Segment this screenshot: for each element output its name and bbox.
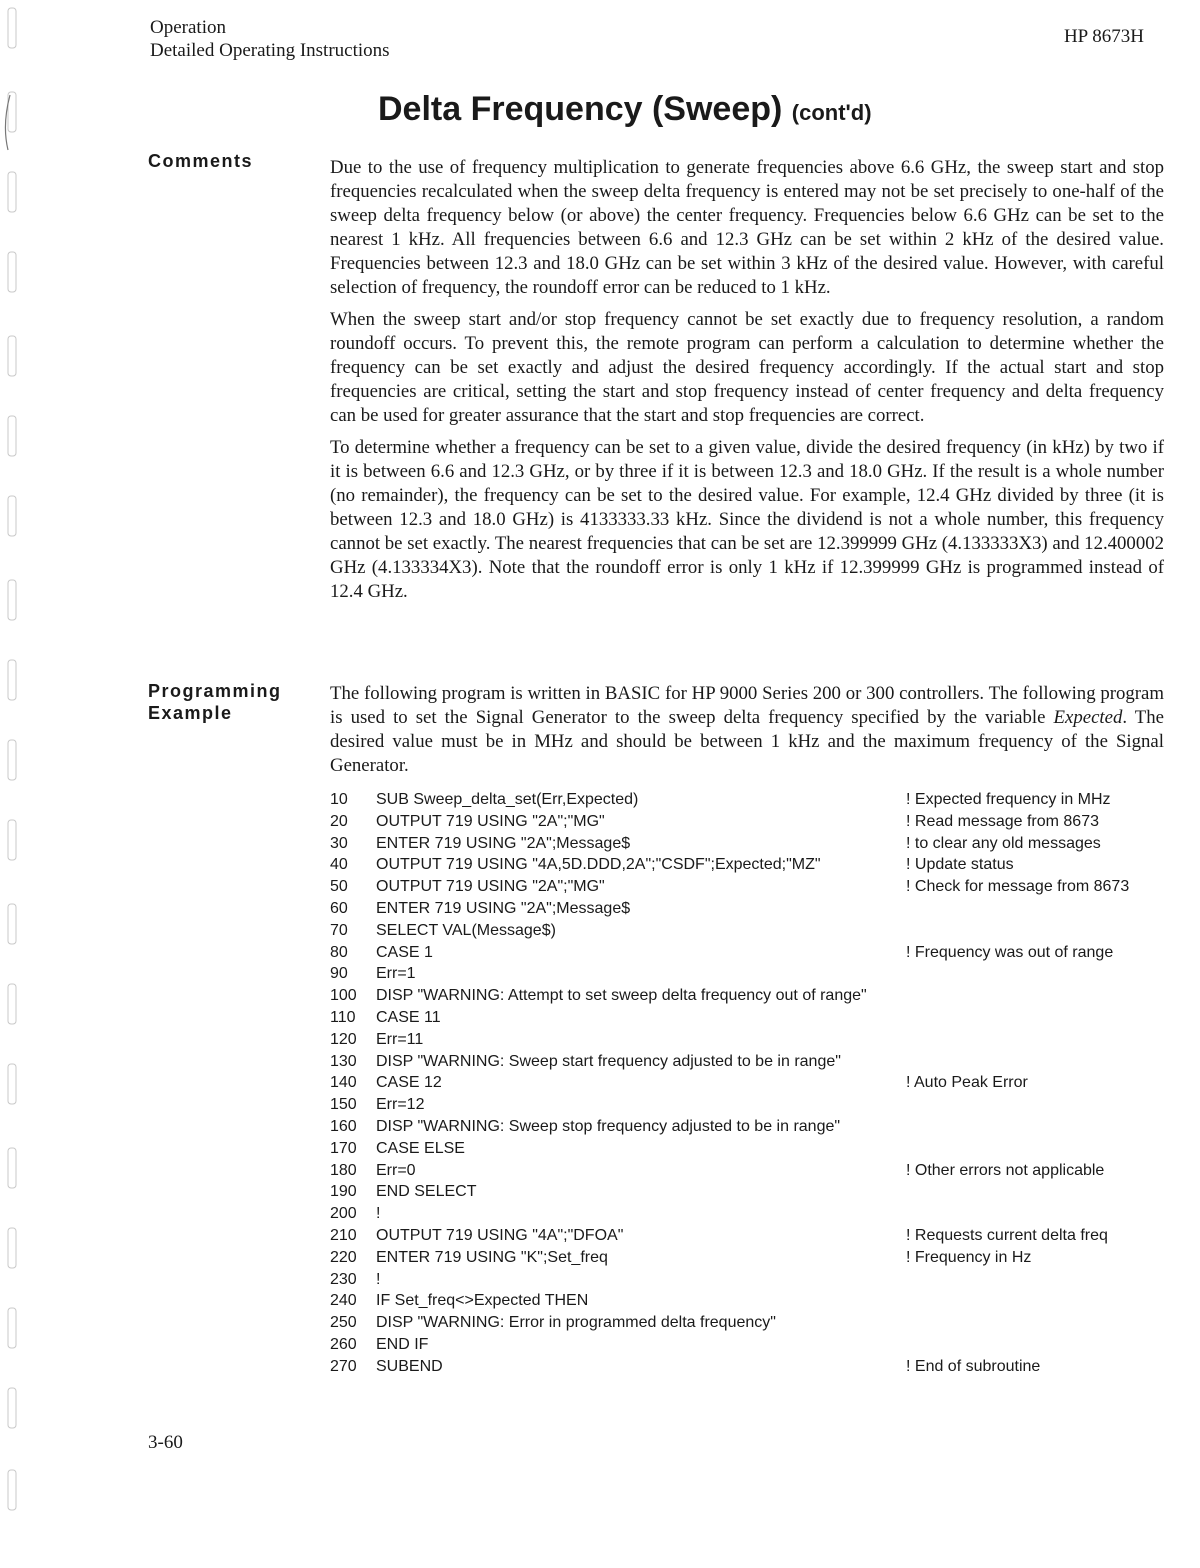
- code-statement: Err=12: [376, 1096, 425, 1114]
- code-line: [330, 898, 1180, 920]
- code-statement: OUTPUT 719 USING "2A";"MG": [376, 812, 605, 830]
- code-line: [330, 1247, 1180, 1269]
- line-number: 40: [330, 856, 348, 874]
- code-statement: ENTER 719 USING "2A";Message$: [376, 834, 631, 852]
- code-comment: ! Frequency in Hz: [906, 1248, 1032, 1266]
- intro-variable: Expected: [1053, 707, 1123, 728]
- code-line: [330, 1051, 1180, 1073]
- code-line: [330, 1312, 1180, 1334]
- code-statement: OUTPUT 719 USING "2A";"MG": [376, 878, 605, 896]
- code-line: [330, 1181, 1180, 1203]
- code-comment: ! Auto Peak Error: [906, 1074, 1028, 1092]
- code-line: [330, 1334, 1180, 1356]
- line-number: 110: [330, 1008, 356, 1026]
- programming-label-line-1: Programming: [148, 681, 282, 701]
- comments-paragraph-1: Due to the use of frequency multiplication to generate frequencies above 6.6 GHz, the sweep start and stop frequencies recalculated when the sweep delta frequency is entered may not be set precisely to one-half of the sweep delta frequency below (or above) the center frequency. Frequencies below 6.6 GHz can be set to the nearest 1 kHz. All frequencies between 6.6 and 12.3 GHz can be set within 2 kHz of the desired value. Frequencies between 12.3 and 18.0 GHz can be set within 3 kHz of the desired value. However, with careful selection of frequency, the roundoff error can be reduced to 1 kHz.: [330, 157, 1164, 298]
- code-comment: ! Other errors not applicable: [906, 1161, 1105, 1179]
- line-number: 30: [330, 834, 348, 852]
- line-number: 210: [330, 1226, 357, 1244]
- comments-paragraph-2: When the sweep start and/or stop frequency cannot be set exactly due to frequency resolution, a random roundoff occurs. To prevent this, the remote program can perform a calculation to determine whether the frequency can be set exactly and adjust the desired frequency accordingly. If the actual start and stop frequencies are critical, setting the start and stop frequency instead of center frequency and delta frequency can be used for greater assurance that the start and stop frequencies are correct.: [330, 309, 1164, 426]
- code-line: [330, 942, 1180, 964]
- code-statement: CASE ELSE: [376, 1139, 465, 1157]
- code-line: [330, 1203, 1180, 1225]
- code-statement: DISP "WARNING: Error in programmed delta frequency": [376, 1314, 776, 1332]
- line-number: 170: [330, 1139, 357, 1157]
- code-line: [330, 1094, 1180, 1116]
- programming-intro: [330, 682, 1164, 786]
- code-statement: DISP "WARNING: Sweep start frequency adjusted to be in range": [376, 1052, 841, 1070]
- line-number: 180: [330, 1161, 357, 1179]
- code-line: [330, 1290, 1180, 1312]
- code-line: [330, 1160, 1180, 1182]
- code-statement: Err=1: [376, 965, 416, 983]
- line-number: 260: [330, 1335, 357, 1353]
- code-line: [330, 1072, 1180, 1094]
- line-number: 160: [330, 1117, 357, 1135]
- code-statement: END SELECT: [376, 1183, 477, 1201]
- code-statement: IF Set_freq<>Expected THEN: [376, 1292, 589, 1310]
- code-statement: !: [376, 1270, 381, 1288]
- line-number: 240: [330, 1292, 357, 1310]
- code-statement: SELECT VAL(Message$): [376, 921, 556, 939]
- page-number: 3-60: [148, 1432, 183, 1453]
- page-title: [378, 90, 872, 129]
- intro-text-before: The following program is written in BASIC for HP 9000 Series 200 or 300 controllers. The following program is used to set the Signal Generator to the sweep delta frequency specified by the variable: [330, 683, 1164, 728]
- code-statement: END IF: [376, 1335, 429, 1353]
- code-line: [330, 1007, 1180, 1029]
- line-number: 70: [330, 921, 348, 939]
- code-statement: ENTER 719 USING "2A";Message$: [376, 899, 631, 917]
- title-suffix: (cont'd): [791, 100, 872, 125]
- title-main: Delta Frequency (Sweep): [378, 90, 783, 128]
- line-number: 80: [330, 943, 348, 961]
- code-comment: ! Expected frequency in MHz: [906, 791, 1111, 808]
- code-comment: ! Read message from 8673: [906, 812, 1099, 830]
- code-line: [330, 1269, 1180, 1291]
- code-statement: SUBEND: [376, 1357, 443, 1375]
- code-listing: [330, 789, 1180, 1378]
- code-line: [330, 1029, 1180, 1051]
- code-statement: CASE 12: [376, 1074, 442, 1092]
- line-number: 190: [330, 1183, 357, 1201]
- line-number: 50: [330, 878, 348, 896]
- code-statement: OUTPUT 719 USING "4A";"DFOA": [376, 1226, 624, 1244]
- programming-example-label: [148, 680, 282, 724]
- code-line: [330, 985, 1180, 1007]
- programming-label-line-2: Example: [148, 703, 233, 723]
- line-number: 200: [330, 1205, 357, 1223]
- header-section: Operation: [150, 17, 226, 38]
- line-number: 130: [330, 1052, 357, 1070]
- code-line: [330, 1225, 1180, 1247]
- code-comment: ! Update status: [906, 856, 1014, 874]
- code-line: [330, 789, 1180, 811]
- running-header: [150, 16, 390, 62]
- line-number: 250: [330, 1314, 357, 1332]
- code-line: [330, 1356, 1180, 1378]
- line-number: 120: [330, 1030, 357, 1048]
- code-statement: Err=0: [376, 1161, 416, 1179]
- code-statement: CASE 11: [376, 1008, 441, 1026]
- code-line: [330, 1116, 1180, 1138]
- line-number: 60: [330, 899, 348, 917]
- code-line: [330, 854, 1180, 876]
- comments-body: [330, 156, 1164, 612]
- code-line: [330, 876, 1180, 898]
- code-statement: ENTER 719 USING "K";Set_freq: [376, 1248, 608, 1266]
- line-number: 100: [330, 987, 357, 1005]
- code-line: [330, 920, 1180, 942]
- binding-holes-decoration: [0, 0, 44, 1568]
- line-number: 10: [330, 791, 348, 808]
- code-statement: CASE 1: [376, 943, 433, 961]
- intro-text-after: . The desired value must be in MHz and should be between 1 kHz and the maximum frequency of the Signal Generator.: [330, 707, 1164, 776]
- code-comment: ! Requests current delta freq: [906, 1226, 1108, 1244]
- code-statement: SUB Sweep_delta_set(Err,Expected): [376, 791, 639, 808]
- programming-intro-paragraph: [330, 682, 1164, 778]
- code-statement: !: [376, 1205, 381, 1223]
- line-number: 20: [330, 812, 348, 830]
- code-comment: ! Check for message from 8673: [906, 878, 1130, 896]
- code-line: [330, 1138, 1180, 1160]
- comments-paragraph-3: To determine whether a frequency can be set to a given value, divide the desired frequency (in kHz) by two if it is between 6.6 and 12.3 GHz, or by three if it is between 12.3 and 18.0 GHz. If the result is a whole number (no remainder), the frequency can be set to the desired value. For example, 12.4 GHz divided by three (it is between 12.3 and 18.0 GHz) is 4133333.33 kHz. Since the dividend is not a whole number, this frequency cannot be set exactly. The nearest frequencies that can be set are 12.399999 GHz (4.133333X3) and 12.400002 GHz (4.133334X3). Note that the roundoff error is only 1 kHz if 12.399999 GHz is programmed instead of 12.4 GHz.: [330, 437, 1164, 602]
- code-line: [330, 963, 1180, 985]
- line-number: 140: [330, 1074, 357, 1092]
- line-number: 220: [330, 1248, 357, 1266]
- code-line: [330, 833, 1180, 855]
- code-comment: ! End of subroutine: [906, 1357, 1041, 1375]
- line-number: 90: [330, 965, 348, 983]
- line-number: 230: [330, 1270, 357, 1288]
- code-statement: Err=11: [376, 1030, 424, 1048]
- code-line: [330, 811, 1180, 833]
- code-comment: ! to clear any old messages: [906, 834, 1101, 852]
- code-statement: DISP "WARNING: Sweep stop frequency adjusted to be in range": [376, 1117, 841, 1135]
- line-number: 270: [330, 1357, 357, 1375]
- code-statement: OUTPUT 719 USING "4A,5D.DDD,2A";"CSDF";Expected;"MZ": [376, 856, 821, 874]
- code-comment: ! Frequency was out of range: [906, 943, 1114, 961]
- header-subsection: Detailed Operating Instructions: [150, 40, 390, 61]
- comments-label: Comments: [148, 151, 254, 171]
- code-statement: DISP "WARNING: Attempt to set sweep delta frequency out of range": [376, 987, 867, 1005]
- line-number: 150: [330, 1096, 357, 1114]
- header-model: HP 8673H: [1063, 26, 1144, 47]
